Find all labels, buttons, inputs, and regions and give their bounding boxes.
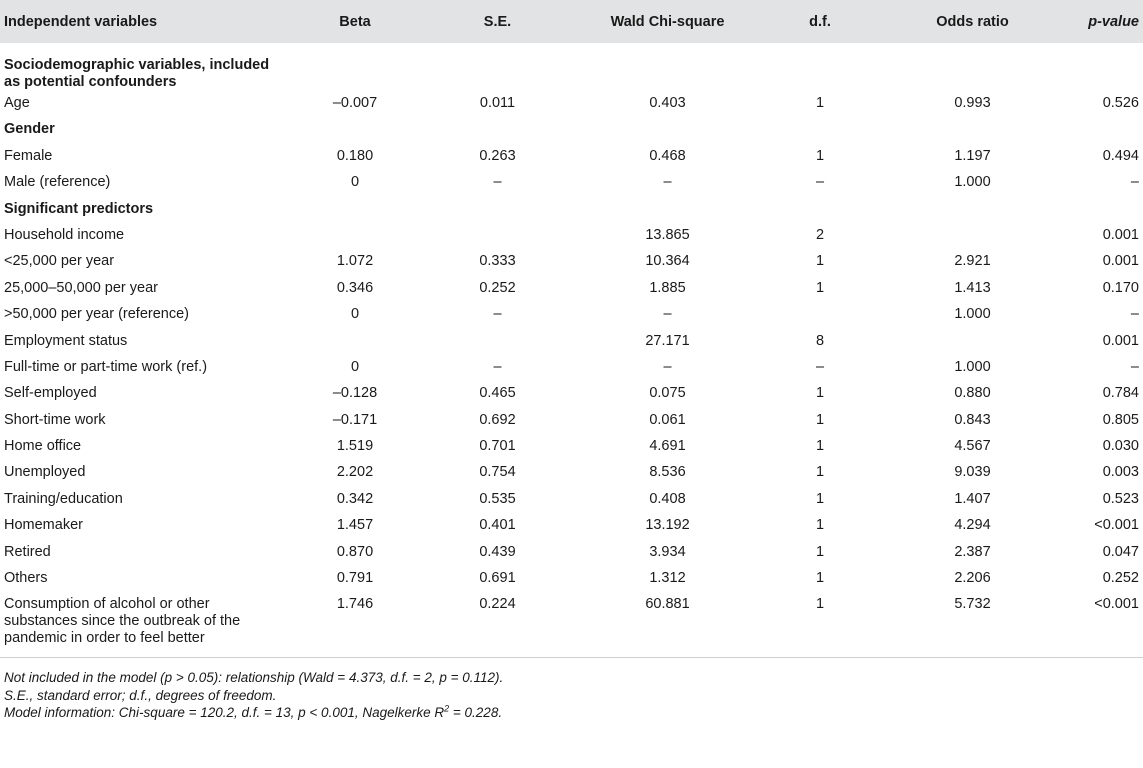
cell-se [420,223,575,249]
cell-p-value: 0.001 [1102,253,1139,270]
cell-p-value: <0.001 [1094,517,1139,534]
cell-df: 1 [815,147,825,164]
cell-df: 1 [815,438,825,455]
cell-variable: 25,000–50,000 per year [4,279,158,296]
cell-beta: 0.791 [336,570,374,587]
cell-variable: Retired [4,543,51,560]
table-row [0,170,1143,196]
cell-df: 1 [815,464,825,481]
cell-variable: Female [4,147,53,164]
section-row [0,197,1143,223]
cell-df: 1 [815,570,825,587]
header-beta: Beta [339,13,371,30]
table-row [0,329,1143,355]
cell-variable: Male (reference) [4,174,111,191]
cell-se: 0.252 [479,279,516,296]
header-df: d.f. [809,13,831,30]
cell-se: 0.692 [479,411,516,428]
cell-variable: Household income [4,226,125,243]
table-row [0,487,1143,513]
cell-se: 0.224 [420,592,575,658]
section-row [0,43,1143,91]
cell-wald: 0.061 [649,411,686,428]
cell-beta: –0.171 [332,411,378,428]
header-se: S.E. [483,13,512,30]
cell-variable: Employment status [4,332,128,349]
cell-variable: Unemployed [4,464,86,481]
cell-p-value: 0.047 [1102,543,1139,560]
cell-beta: 0.346 [336,279,374,296]
cell-p-value: – [1130,358,1139,375]
cell-df: 1 [815,253,825,270]
cell-se [420,197,575,223]
table-row [0,276,1143,302]
cell-p-value: – [1130,306,1139,323]
cell-variable: <25,000 per year [4,253,115,270]
cell-odds-ratio: 9.039 [954,464,991,481]
cell-odds-ratio [880,43,1065,91]
cell-df: 1 [815,411,825,428]
cell-odds-ratio [880,329,1065,355]
cell-beta: –0.007 [332,95,378,111]
cell-wald: 27.171 [645,332,690,349]
cell-beta: 2.202 [336,464,374,481]
cell-se: – [493,358,502,375]
cell-odds-ratio: 0.880 [954,385,991,402]
cell-se: 0.439 [479,543,516,560]
note-excluded: Not included in the model (p > 0.05): relationship (Wald = 4.373, d.f. = 2, p = 0.112). [4,670,504,686]
cell-wald: 10.364 [645,253,690,270]
cell-p-value: – [1130,174,1139,191]
note-model-information: Model information: Chi-square = 120.2, d.f. = 13, p < 0.001, Nagelkerke $R^2 = 0.228$. [4,703,503,721]
cell-odds-ratio: 1.407 [954,490,991,507]
cell-se: 0.701 [479,438,516,455]
cell-beta: –0.128 [332,385,378,402]
cell-df: 1 [815,517,825,534]
header-odds-ratio: Odds ratio [936,13,1009,30]
cell-odds-ratio: 2.921 [954,253,991,270]
cell-se: 0.691 [479,570,516,587]
cell-se [420,43,575,91]
table-notes [0,658,1143,722]
cell-df: 1 [815,95,825,111]
cell-wald [575,197,760,223]
cell-odds-ratio: 1.000 [954,358,991,375]
table-row [0,223,1143,249]
cell-odds-ratio [880,223,1065,249]
cell-beta: 0.180 [336,147,374,164]
cell-odds-ratio: 1.413 [954,279,991,296]
cell-p-value: 0.252 [1102,570,1139,587]
cell-p-value [1065,197,1143,223]
cell-beta: 1.457 [336,517,374,534]
cell-variable: Self-employed [4,385,97,402]
cell-se: 0.263 [479,147,516,164]
cell-beta: 1.072 [336,253,374,270]
cell-variable: Others [4,570,48,587]
cell-se: 0.011 [479,95,516,111]
table-row [0,302,1143,328]
cell-odds-ratio: 2.387 [954,543,991,560]
table-row [0,91,1143,117]
cell-p-value: 0.526 [1102,95,1139,111]
cell-wald: – [663,174,672,191]
cell-df [760,117,880,143]
cell-beta: 0 [350,358,360,375]
table-row [0,249,1143,275]
cell-wald: 1.885 [649,279,686,296]
cell-df: 8 [815,332,825,349]
section-row [0,117,1143,143]
cell-se: 0.535 [479,490,516,507]
cell-p-value: 0.784 [1102,385,1139,402]
cell-odds-ratio: 0.993 [954,95,991,111]
cell-p-value: 0.494 [1102,147,1139,164]
cell-wald: 3.934 [649,543,686,560]
cell-variable: Homemaker [4,517,83,534]
cell-odds-ratio: 4.294 [954,517,991,534]
cell-beta [290,197,420,223]
cell-beta [290,117,420,143]
table-row [0,592,1143,658]
cell-wald [575,117,760,143]
table-row [0,408,1143,434]
cell-beta: 1.746 [290,592,420,658]
table-row [0,434,1143,460]
cell-p-value: 0.001 [1102,332,1139,349]
cell-odds-ratio [880,117,1065,143]
cell-beta: 0.342 [336,490,374,507]
cell-wald: 1.312 [649,570,686,587]
table-row [0,540,1143,566]
cell-beta [290,329,420,355]
cell-beta: 0 [350,174,360,191]
cell-variable: Consumption of alcohol or other substances since the outbreak of the pandemic in order to feel better [0,592,290,658]
cell-se: – [493,174,502,191]
cell-beta: 1.519 [336,438,374,455]
cell-wald: 0.075 [649,385,686,402]
cell-se: 0.401 [479,517,516,534]
cell-p-value: 0.170 [1102,279,1139,296]
cell-beta [290,43,420,91]
cell-df: – [815,358,825,375]
cell-variable: Short-time work [4,411,106,428]
cell-wald: 13.192 [645,517,690,534]
cell-variable: >50,000 per year (reference) [4,306,189,323]
cell-se [420,117,575,143]
cell-df: 2 [815,226,825,243]
table-row [0,460,1143,486]
cell-wald: 13.865 [645,226,690,243]
cell-p-value [1065,117,1143,143]
cell-se: – [493,306,502,323]
cell-se: 0.333 [479,253,516,270]
table-row [0,381,1143,407]
cell-beta: 0.870 [336,543,374,560]
cell-p-value [1065,43,1143,91]
cell-p-value: 0.003 [1102,464,1139,481]
cell-p-value: <0.001 [1065,592,1143,658]
cell-df: 1 [815,385,825,402]
table-row [0,566,1143,592]
cell-beta: 0 [350,306,360,323]
cell-wald: 8.536 [649,464,686,481]
cell-variable: Gender [4,121,55,138]
cell-variable: Age [4,95,30,111]
cell-odds-ratio [880,197,1065,223]
cell-se: 0.754 [479,464,516,481]
cell-df [760,43,880,91]
cell-odds-ratio: 1.197 [954,147,991,164]
cell-df: – [815,174,825,191]
cell-se: 0.465 [479,385,516,402]
cell-df: 1 [815,543,825,560]
cell-wald: 60.881 [575,592,760,658]
cell-variable: Sociodemographic variables, included as potential confounders [4,57,270,90]
cell-wald: – [663,358,672,375]
cell-beta [290,223,420,249]
cell-wald: 0.403 [649,95,686,111]
cell-wald [575,43,760,91]
cell-p-value: 0.805 [1102,411,1139,428]
note-abbreviations: S.E., standard error; d.f., degrees of freedom. [4,687,277,703]
cell-wald: 0.468 [649,147,686,164]
cell-p-value: 0.523 [1102,490,1139,507]
table-row [0,355,1143,381]
cell-df [760,302,880,328]
cell-odds-ratio: 0.843 [954,411,991,428]
cell-odds-ratio: 1.000 [954,174,991,191]
cell-se [420,329,575,355]
cell-odds-ratio: 1.000 [954,306,991,323]
cell-variable: Home office [4,438,82,455]
cell-variable: Training/education [4,490,123,507]
cell-wald: – [663,306,672,323]
header-p-value: p-value [1088,13,1139,30]
cell-df: 1 [815,490,825,507]
cell-odds-ratio: 2.206 [954,570,991,587]
table-row [0,513,1143,539]
cell-p-value: 0.030 [1102,438,1139,455]
cell-variable: Full-time or part-time work (ref.) [4,358,208,375]
table-row [0,144,1143,170]
table-header-row [0,0,1143,43]
cell-df: 1 [760,592,880,658]
cell-df: 1 [815,279,825,296]
cell-p-value: 0.001 [1102,226,1139,243]
header-independent-variables: Independent variables [4,13,158,30]
cell-wald: 0.408 [649,490,686,507]
cell-df [760,197,880,223]
cell-wald: 4.691 [649,438,686,455]
header-wald-chi-square: Wald Chi-square [610,13,725,30]
cell-odds-ratio: 5.732 [880,592,1065,658]
table-body [0,43,1143,658]
cell-variable: Significant predictors [4,200,154,217]
cell-odds-ratio: 4.567 [954,438,991,455]
